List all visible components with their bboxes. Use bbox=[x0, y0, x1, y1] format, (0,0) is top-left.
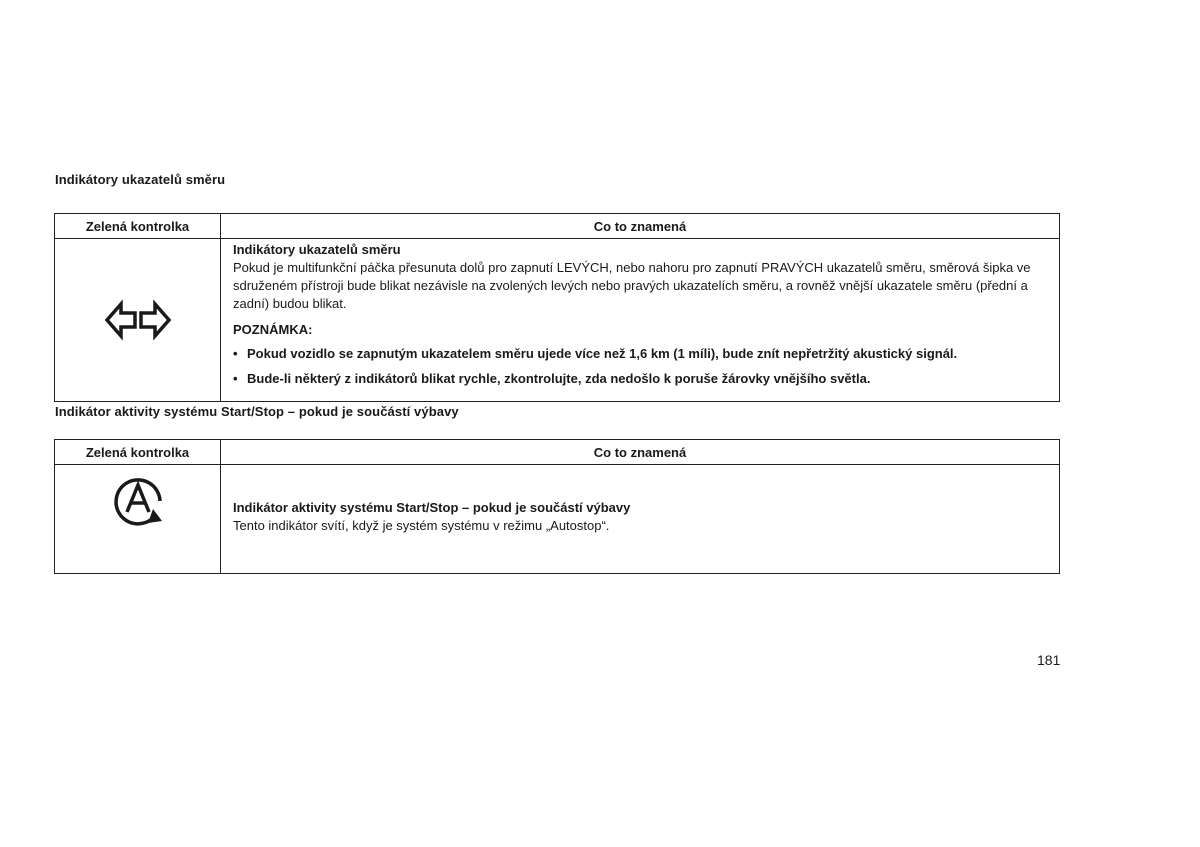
bullet-icon: • bbox=[233, 346, 238, 361]
turn-signal-indicator-table bbox=[54, 213, 1060, 402]
note-bullet-text: Pokud vozidlo se zapnutým ukazatelem směru ujede více než 1,6 km (1 míli), bude znít nepřetržitý akustický signál. bbox=[247, 346, 958, 361]
header-meaning: Co to znamená bbox=[221, 214, 1060, 239]
table-header-row bbox=[55, 214, 1060, 239]
meaning-cell bbox=[221, 465, 1060, 574]
indicator-icon-cell bbox=[55, 239, 221, 402]
page-number: 181 bbox=[1037, 652, 1061, 668]
note-label: POZNÁMKA: bbox=[233, 322, 313, 337]
meaning-heading: Indikátory ukazatelů směru bbox=[233, 242, 401, 257]
table-row bbox=[55, 239, 1060, 402]
section-title-turn-signals: Indikátory ukazatelů směru bbox=[55, 172, 226, 187]
note-bullet bbox=[233, 370, 1051, 388]
header-meaning: Co to znamená bbox=[221, 440, 1060, 465]
section-title-start-stop: Indikátor aktivity systému Start/Stop – pokud je součástí výbavy bbox=[55, 404, 459, 419]
note-bullet-text: Bude-li některý z indikátorů blikat rychle, zkontrolujte, zda nedošlo k poruše žárovky vnějšího světla. bbox=[247, 371, 871, 386]
turn-signal-arrows-icon bbox=[55, 298, 220, 342]
meaning-text: Pokud je multifunkční páčka přesunuta dolů pro zapnutí LEVÝCH, nebo nahoru pro zapnutí PRAVÝCH ukazatelů směru, směrová šipka ve sdruženém přístroji bude blikat nezávisle na zvolených levých nebo pravých ukazatelích směru, a rovněž vnější ukazatele směru (přední a zadní) budou blikat. bbox=[233, 260, 1031, 311]
meaning-heading: Indikátor aktivity systému Start/Stop – pokud je součástí výbavy bbox=[233, 500, 631, 515]
table-header-row bbox=[55, 440, 1060, 465]
meaning-text: Tento indikátor svítí, když je systém systému v režimu „Autostop“. bbox=[233, 518, 610, 533]
header-indicator: Zelená kontrolka bbox=[55, 440, 221, 465]
table-row bbox=[55, 465, 1060, 574]
meaning-cell bbox=[221, 239, 1060, 402]
indicator-icon-cell bbox=[55, 465, 221, 574]
header-indicator: Zelená kontrolka bbox=[55, 214, 221, 239]
start-stop-autostop-icon bbox=[55, 473, 220, 529]
bullet-icon: • bbox=[233, 371, 238, 386]
start-stop-indicator-table bbox=[54, 439, 1060, 574]
note-bullet bbox=[233, 345, 1051, 363]
